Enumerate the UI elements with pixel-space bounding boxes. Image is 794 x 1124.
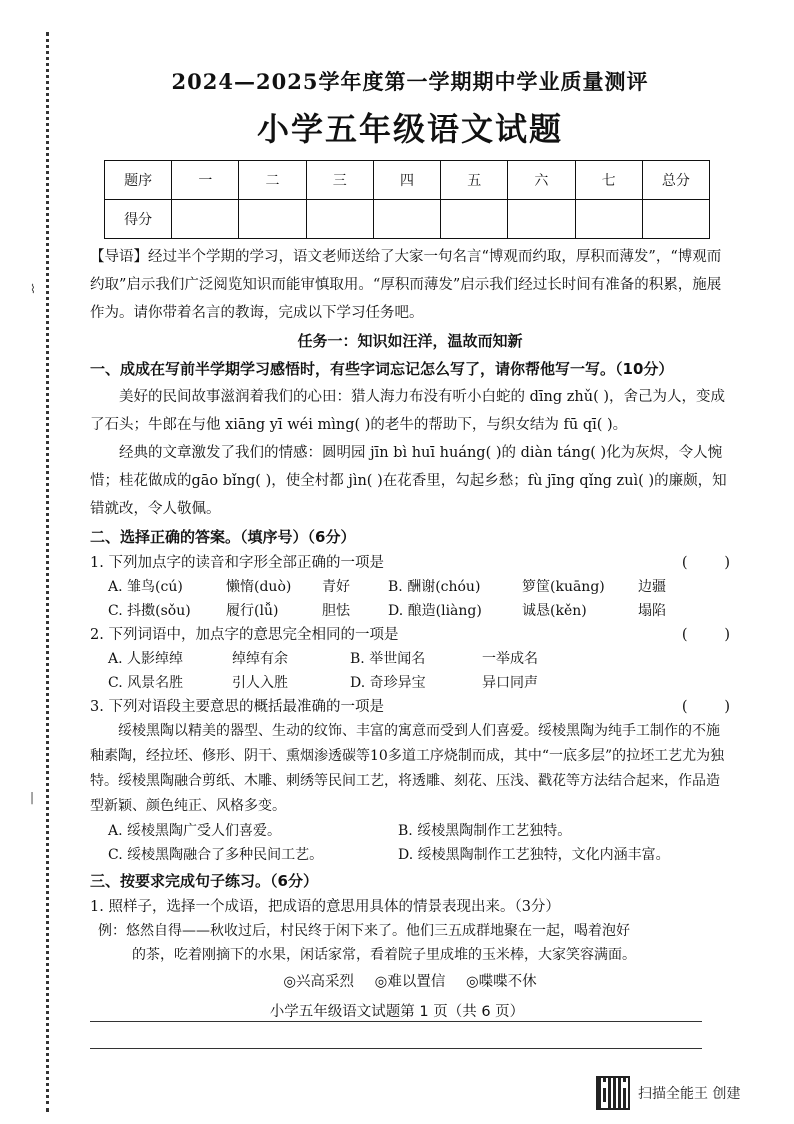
option-row	[90, 647, 730, 671]
exam-page	[90, 60, 730, 1049]
task-heading: 任务一：知识如汪洋，温故而知新	[297, 332, 523, 350]
answer-paren[interactable]: ( )	[681, 627, 730, 643]
pinyin-paragraph: 美好的民间故事滋润着我们的心田：猎人海力布没有听小白蛇的 dīng zhǔ( )，舍己为人，变成了石头；牛郎在与他 xiāng yī wéi mìng( )的老牛的帮助下，与织女结为 fū qī( )。	[90, 389, 725, 433]
score-cell: 题序	[105, 161, 172, 200]
score-input-cell[interactable]	[306, 200, 373, 239]
section-heading: 一、成成在写前半学期学习感悟时，有些字词忘记怎么写了，请你帮他写一写。（10分）	[90, 360, 674, 378]
option-row	[90, 671, 730, 695]
option-text: A. 人影绰绰	[108, 651, 184, 667]
score-table-header-row	[105, 161, 710, 200]
score-cell: 五	[441, 161, 508, 200]
answer-line[interactable]	[90, 1024, 702, 1049]
option-text: 绰绰有余	[232, 651, 288, 667]
option-text: 引人入胜	[232, 675, 288, 691]
section-heading: 二、选择正确的答案。（填序号）（6分）	[90, 528, 356, 546]
option-row	[90, 599, 730, 623]
question-text: 1. 下列加点字的读音和字形全部正确的一项是	[90, 555, 384, 571]
answer-paren[interactable]: ( )	[681, 555, 730, 571]
option-text: D. 酿造(liàng)	[388, 603, 482, 619]
choice-text: B. 绥棱黑陶制作工艺独特。	[398, 823, 572, 839]
option-text: 诚恳(kěn)	[522, 603, 587, 619]
option-text: A. 雏鸟(cú)	[108, 579, 183, 595]
choice-text: C. 绥棱黑陶融合了多种民间工艺。	[108, 847, 324, 863]
subject-title: 小学五年级语文试题	[256, 110, 563, 148]
option-text: 一举成名	[482, 651, 538, 667]
example-line: 例：悠然自得——秋收过后，村民终于闲下来了。他们三五成群地聚在一起，喝着泡好	[98, 923, 630, 939]
idiom-choices	[90, 969, 730, 995]
score-input-cell[interactable]	[239, 200, 306, 239]
option-text: 青好	[322, 579, 350, 595]
reading-passage: 绥棱黑陶以精美的器型、生动的纹饰、丰富的寓意而受到人们喜爱。绥棱黑陶为纯手工制作的不施釉素陶，经拉坯、修形、阴干、熏烟渗透碳等10多道工序烧制而成，其中“一底多层”的拉坯工艺尤为独特。绥棱黑陶融合剪纸、木雕、刺绣等民间工艺，将透雕、刻花、压浅、戳花等方法结合起来，作品造型新颖、颜色纯正、风格多变。	[90, 723, 725, 814]
idiom-option: ◎难以置信	[374, 974, 446, 990]
option-text: 履行(lǚ)	[226, 603, 279, 619]
score-cell: 一	[172, 161, 239, 200]
score-cell: 三	[306, 161, 373, 200]
section-heading: 三、按要求完成句子练习。（6分）	[90, 872, 318, 890]
qr-code-icon	[596, 1076, 630, 1110]
option-text: 塌陷	[638, 603, 666, 619]
intro-paragraph: 【导语】经过半个学期的学习，语文老师送给了大家一句名言“博观而约取，厚积而薄发”，“博观而约取”启示我们广泛阅览知识而能审慎取用。“厚积而薄发”启示我们经过长时间有准备的积累，施展作为。请你带着名言的教诲，完成以下学习任务吧。	[90, 249, 722, 321]
score-cell: 总分	[642, 161, 709, 200]
score-input-cell[interactable]	[642, 200, 709, 239]
choice-row	[90, 843, 730, 867]
score-input-cell[interactable]	[508, 200, 575, 239]
question-stem	[90, 551, 730, 575]
option-text: C. 抖擞(sǒu)	[108, 603, 191, 619]
question-stem	[90, 895, 730, 919]
score-input-cell[interactable]	[373, 200, 440, 239]
score-table	[104, 160, 710, 239]
option-row	[90, 575, 730, 599]
option-text: C. 风景名胜	[108, 675, 184, 691]
option-text: 懒惰(duò)	[226, 579, 292, 595]
score-table-score-row	[105, 200, 710, 239]
score-cell: 得分	[105, 200, 172, 239]
choice-text: A. 绥棱黑陶广受人们喜爱。	[108, 823, 282, 839]
question-stem	[90, 695, 730, 719]
question-stem	[90, 623, 730, 647]
score-cell: 六	[508, 161, 575, 200]
option-text: 箩筐(kuāng)	[522, 579, 605, 595]
score-cell: 七	[575, 161, 642, 200]
choice-text: D. 绥棱黑陶制作工艺独特，文化内涵丰富。	[398, 847, 670, 863]
example-line: 的茶，吃着刚摘下的水果，闲话家常，看着院子里成堆的玉米棒，大家笑容满面。	[132, 947, 636, 963]
answer-paren[interactable]: ( )	[681, 699, 730, 715]
option-text: D. 奇珍异宝	[350, 675, 426, 691]
option-text: 胆怯	[322, 603, 350, 619]
choice-row	[90, 819, 730, 843]
option-text: B. 举世闻名	[350, 651, 426, 667]
question-text: 2. 下列词语中，加点字的意思完全相同的一项是	[90, 627, 399, 643]
page-footer: 小学五年级语文试题第 1 页（共 6 页）	[269, 1004, 525, 1020]
score-input-cell[interactable]	[172, 200, 239, 239]
question-text: 3. 下列对语段主要意思的概括最准确的一项是	[90, 699, 384, 715]
binding-dotted-line	[46, 32, 49, 1112]
score-cell: 二	[239, 161, 306, 200]
score-input-cell[interactable]	[575, 200, 642, 239]
scanner-watermark	[596, 1076, 740, 1110]
example-block	[90, 919, 730, 967]
score-input-cell[interactable]	[441, 200, 508, 239]
exam-title: 2024—2025学年度第一学期期中学业质量测评	[171, 69, 649, 94]
option-text: 异口同声	[482, 675, 538, 691]
watermark-text: 扫描全能王 创建	[638, 1086, 741, 1102]
option-text: 边疆	[638, 579, 666, 595]
margin-mark: ⌇	[30, 282, 36, 296]
score-cell: 四	[373, 161, 440, 200]
question-text: 1. 照样子，选择一个成语，把成语的意思用具体的情景表现出来。（3分）	[90, 899, 560, 915]
option-text: B. 酬谢(chóu)	[388, 579, 481, 595]
pinyin-paragraph: 经典的文章激发了我们的情感：圆明园 jīn bì huī huáng( )的 diàn táng( )化为灰烬，令人惋惜；桂花做成的gāo bǐng( )，使全村都 jìn( )在花香里，勾起乡愁；fù jīng qǐng zuì( )的廉颇，知错就改，令人敬佩。	[90, 445, 727, 517]
idiom-option: ◎喋喋不休	[465, 974, 537, 990]
margin-mark: |	[30, 790, 35, 804]
idiom-option: ◎兴高采烈	[283, 974, 355, 990]
